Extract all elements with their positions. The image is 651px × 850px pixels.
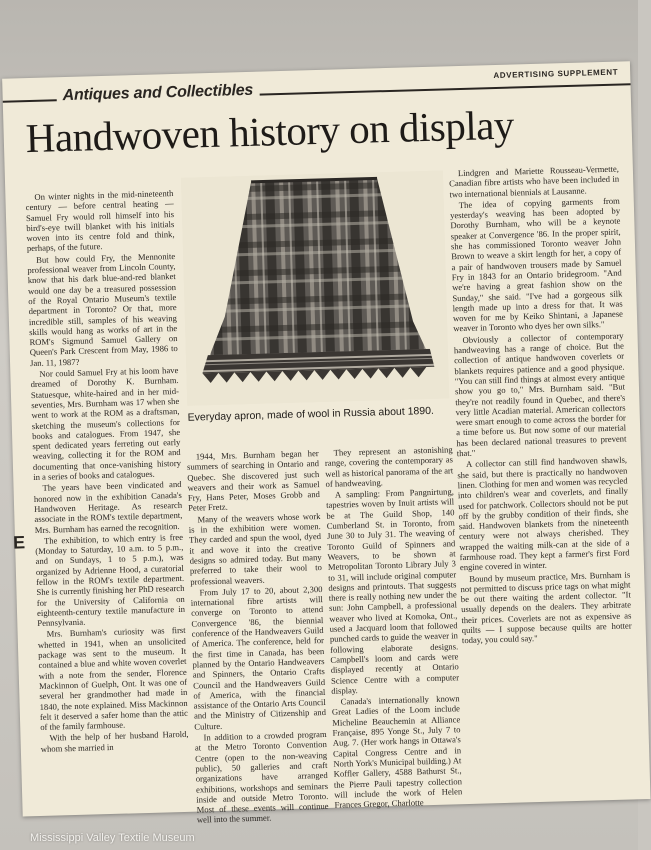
paragraph: Bound by museum practice, Mrs. Burnham is not permitted to discuss price tags on what might be out there waiting the ardent collector. "It usually depends on the dealers. They arbitrate their prices. Coverlets are not as expensive as quilts — I suppose because quilts are hotter today, you could say." bbox=[460, 569, 632, 646]
paragraph: The exhibition, to which entry is free (Monday to Saturday, 10 a.m. to 5 p.m., and on Sundays, 1 to 5 p.m.), was organized by Adrienne Hood, a curatorial fellow in the ROM's textile department. She is currently finishing her PhD research for the University of California on eighteenth-century textile manufacture in Pennsylvania. bbox=[35, 531, 186, 629]
paragraph: They represent an astonishing range, covering the contemporary as well as historical panorama of the art of handweaving. bbox=[324, 444, 454, 489]
watermark: Mississippi Valley Textile Museum bbox=[30, 832, 195, 844]
paragraph: Mrs. Burnham's curiosity was first whetted in 1941, when an unsolicited package was sent to the museum. It contained a blue and white woven coverlet with a note from the sender, Florence Mackinnon of Guelph, Ont. It was one of several her grandmother had made in 1840, the note explained. Miss Mackinnon felt it deserved a safer home than the attic of the family farmhouse. bbox=[37, 625, 189, 733]
photo-caption: Everyday apron, made of wool in Russia about 1890. bbox=[187, 404, 435, 424]
article-column-4 bbox=[449, 164, 637, 801]
paragraph: The years have been vindicated and honored now in the exhibition Canada's Handwoven Heritage. As research associate in the ROM's textile department, Mrs. Burnham has earned the recognition. bbox=[33, 479, 183, 535]
section-title: Antiques and Collectibles bbox=[56, 82, 259, 106]
adjacent-column-fragment: E bbox=[12, 532, 26, 553]
paragraph: Lindgren and Mariette Rousseau-Vermette, Canadian fibre artists who have been included in two international biennials at Lausanne. bbox=[449, 163, 620, 199]
plaid-apron-illustration bbox=[181, 170, 449, 405]
supplement-label: ADVERTISING SUPPLEMENT bbox=[489, 67, 622, 80]
paragraph: Many of the weavers whose work is in the exhibition were women. They carded and spun the wool, dyed it and wove it into the creative designs so admired today. But many preferred to take their wool to professional weavers. bbox=[188, 510, 323, 587]
paragraph: Obviously a collector of contemporary handweaving has a range of choice. But the collection of antique handwoven coverlets or blankets requires patience and a good physique. "You can still find things at almost every antique show you go to," Mrs. Burnham said. "But they're not readily found in Quebec, and there's very little Acadian material. American collectors were smart enough to come across the border for a time before us. But now some of our material has been declared national treasures to prevent that." bbox=[453, 330, 627, 459]
paragraph: With the help of her husband Harold, whom she married in bbox=[40, 729, 189, 754]
paragraph: Nor could Samuel Fry at his loom have dreamed of Dorothy K. Burnham. Statuesque, white-haired and in her mid-seventies, Mrs. Burnham was 17 when she went to work at the ROM as a draftsman, sketching the museum's collections for books and catalogues. From 1947, she spent dedicated years ferreting out early weaving, collecting it for the ROM and documenting that once-vanishing history in a series of books and catalogues. bbox=[30, 365, 182, 483]
newspaper-clipping bbox=[2, 61, 650, 826]
paragraph: Canada's internationally known Great Ladies of the Loom include Micheline Beauchemin at Alliance Française, 895 Yonge St., July 7 to Aug. 7. (Her work hangs in Ottawa's Capital Congress Centre and in North York's Municipal building.) At Koffler Gallery, 4588 Bathurst St., the Pierre Pauli tapestry collection will include the work of Helen Frances Gregor, Charlotte bbox=[331, 693, 463, 810]
headline: Handwoven history on display bbox=[25, 101, 515, 162]
paragraph: But how could Fry, the Mennonite professional weaver from Lincoln County, know that his dark blue-and-red blanket would one day be a treasured possession of the Royal Ontario Museum's textile department in Toronto? Or that, more incredible still, samples of his weaving skills would hang as works of art in the ROM's Sigmund Samuel Gallery on Queen's Park Crescent from May, 1986 to Jan. 11, 1987? bbox=[27, 250, 178, 368]
article-column-2 bbox=[186, 448, 329, 826]
paragraph: On winter nights in the mid-nineteenth century — before central heating — Samuel Fry would roll himself into his bird's-eye twill blanket with his initials woven into its centre fold and think, perhaps, of the future. bbox=[25, 188, 175, 254]
paragraph: 1944, Mrs. Burnham began her summers of searching in Ontario and Quebec. She discovered just such weavers and their work as Samuel Fry, Hans Peter, Moses Grobb and Peter Fretz. bbox=[186, 448, 320, 514]
paragraph: The idea of copying garments from yesterday's weaving has been adopted by Dorothy Burnham, who will be a keynote speaker at Convergence '86. In the proper spirit, she has commissioned Toronto weaver John Brown to weave a skirt length for her, a copy of a pair of handwoven trousers made by Samuel Fry in 1843 for an Ontario bridegroom. "And we're having a great fashion show on the Sunday," she said. "I've had a gorgeous silk length made up into a dress for that. It was woven for me by Keiko Shintani, a Japanese weaver in Toronto who dyes her own silks." bbox=[449, 195, 624, 334]
paragraph: A collector can still find handwoven shawls, she said, but there is practically no handwoven linen. Clothing for men and women was recycled into children's wear and coverlets, and finally used for patchwork. Collectors should not be put off by the grubby condition of their finds, she said. Handwoven blankets from the nineteenth century were not always cherished. They wrapped the waiting milk-can at the side of a farmhouse road. They kept a farmer's first Ford engine covered in winter. bbox=[457, 454, 630, 573]
paragraph: From July 17 to 20, about 2,300 international fibre artists will converge on Toronto to attend Convergence '86, the biennial conference of the Handweavers Guild of America. The conference, held for the first time in Canada, has been planned by the Ontario Handweavers and Spinners, the Ontario Crafts Council and the Handweavers Guild of America, with the financial assistance of the Ontario Arts Council and the Ministry of Citizenship and Culture. bbox=[190, 583, 327, 732]
paragraph: A sampling: From Pangnirtung, tapestries woven by Inuit artists will be at The Guild Shop, 140 Cumberland St. in Toronto, from June 30 to July 31. The weaving of Toronto Guild of Spinners and Weavers, to be shown at Metropolitan Toronto Library July 3 to 31, will include original computer designs and printouts. That suggests there is really nothing new under the sun: John Campbell, a professional weaver who lived at Komoka, Ont., used a Jacquard loom that followed punched cards to guide the weaver in following elaborate designs. Campbell's loom and cards were displayed recently at Ontario Science Centre with a computer display. bbox=[326, 486, 460, 696]
paragraph: In addition to a crowded program at the Metro Toronto Convention Centre (open to the non-weaving public), 50 galleries and craft organizations have arranged exhibitions, workshops and seminars inside and outside Metro Toronto. Most of these events will continue well into the summer. bbox=[194, 728, 329, 826]
article-column-3 bbox=[324, 444, 463, 810]
article-column-1 bbox=[25, 188, 190, 812]
apron-photo bbox=[181, 170, 449, 405]
